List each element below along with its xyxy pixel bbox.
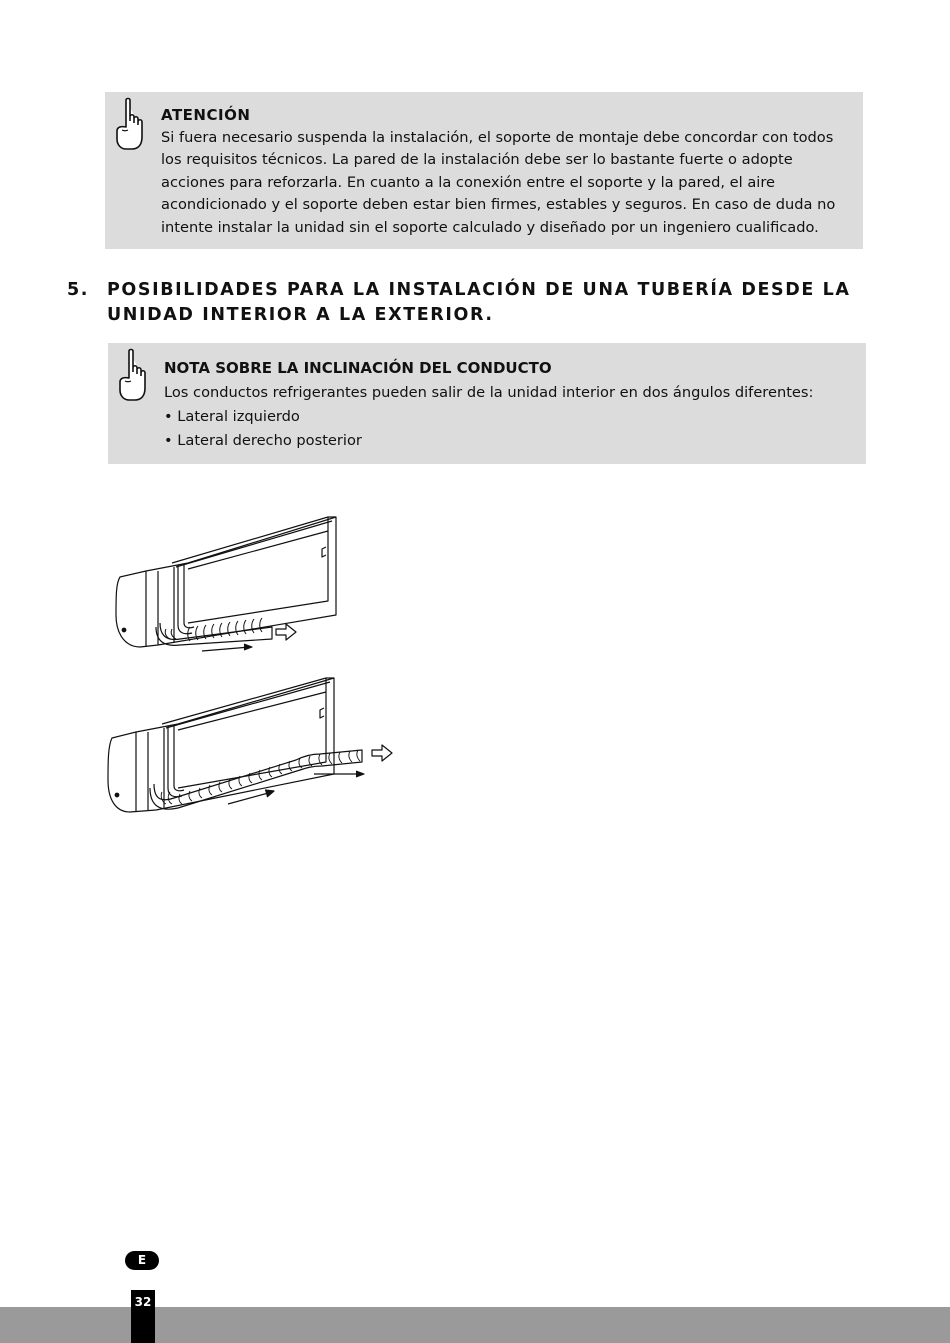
page-number: 32 bbox=[131, 1290, 155, 1343]
notice-body bbox=[164, 381, 852, 453]
list-item: • Lateral derecho posterior bbox=[164, 429, 852, 453]
notice-body bbox=[161, 127, 849, 239]
section-number: 5. bbox=[67, 280, 90, 300]
attention-notice bbox=[105, 92, 863, 249]
language-badge: E bbox=[125, 1251, 159, 1270]
list-item: • Lateral izquierdo bbox=[164, 405, 852, 429]
pointing-hand-icon bbox=[115, 348, 149, 406]
notice-title: NOTA SOBRE LA INCLINACIÓN DEL CONDUCTO bbox=[164, 359, 552, 377]
notice-text: Los conductos refrigerantes pueden salir de la unidad interior en dos ángulos diferentes: bbox=[164, 384, 814, 401]
bullet-list bbox=[164, 405, 852, 453]
notice-title: ATENCIÓN bbox=[161, 106, 251, 124]
indoor-unit-left-exit-diagram bbox=[100, 505, 410, 670]
pipe-inclination-note bbox=[108, 343, 866, 464]
section-title: POSIBILIDADES PARA LA INSTALACIÓN DE UNA TUBERÍA DESDE LA UNIDAD INTERIOR A LA EXTERIOR. bbox=[107, 280, 851, 325]
notice-text: Si fuera necesario suspenda la instalación, el soporte de montaje debe concordar con todos los requisitos técnicos. La pared de la instalación debe ser lo bastante fuerte o adopte acciones para reforzarla. En cuanto a la conexión entre el soporte y la pared, el aire acondicionado y el soporte deben estar bien firmes, estables y seguros. En caso de duda no intente instalar la unidad sin el soporte calculado y diseñado por un ingeniero cualificado. bbox=[161, 129, 836, 236]
indoor-unit-right-rear-exit-diagram bbox=[100, 670, 410, 820]
pointing-hand-icon bbox=[112, 97, 146, 155]
